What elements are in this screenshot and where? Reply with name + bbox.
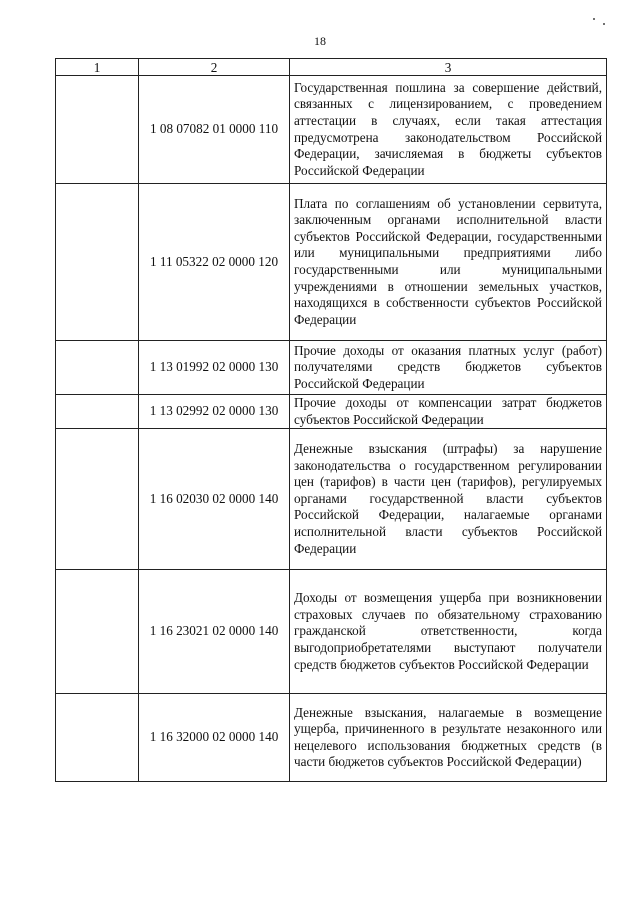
table-row — [56, 570, 607, 694]
budget-code-cell: 1 16 32000 02 0000 140 — [139, 694, 290, 782]
column-1-cell — [56, 570, 139, 694]
table-row — [56, 341, 607, 395]
table-row — [56, 184, 607, 341]
column-1-cell — [56, 76, 139, 184]
page-number: 18 — [314, 34, 326, 48]
header-row — [56, 59, 607, 76]
income-description-cell: Прочие доходы от компенсации затрат бюджетов субъектов Российской Федерации — [290, 395, 607, 429]
income-description-cell: Доходы от возмещения ущерба при возникновении страховых случаев по обязательному страхованию гражданской ответственности, когда выгодоприобретателями выступают получатели средств бюджетов субъектов Российской Федерации — [290, 570, 607, 694]
scan-speck — [603, 23, 605, 25]
income-description-cell: Прочие доходы от оказания платных услуг (работ) получателями средств бюджетов субъектов Российской Федерации — [290, 341, 607, 395]
table-row — [56, 694, 607, 782]
revenue-codes-table — [55, 58, 607, 782]
income-description-cell: Денежные взыскания, налагаемые в возмещение ущерба, причиненного в результате незаконного или нецелевого использования бюджетных средств (в части бюджетов субъектов Российской Федерации) — [290, 694, 607, 782]
table-row — [56, 395, 607, 429]
column-1-cell — [56, 184, 139, 341]
budget-code-cell: 1 13 02992 02 0000 130 — [139, 395, 290, 429]
table-row — [56, 429, 607, 570]
income-description-cell: Денежные взыскания (штрафы) за нарушение законодательства о государственном регулировании цен (тарифов) в части цен (тарифов), регулируемых органами государственной власти субъектов Российской Федерации, налагаемые органами исполнительной власти субъектов Российской Федерации — [290, 429, 607, 570]
column-1-cell — [56, 429, 139, 570]
scan-speck — [593, 18, 595, 20]
column-header-2: 2 — [139, 59, 290, 76]
column-1-cell — [56, 395, 139, 429]
income-description-cell: Государственная пошлина за совершение действий, связанных с лицензированием, с проведением аттестации в случаях, если такая аттестация предусмотрена законодательством Российской Федерации, зачисляемая в бюджеты субъектов Российской Федерации — [290, 76, 607, 184]
budget-code-cell: 1 13 01992 02 0000 130 — [139, 341, 290, 395]
column-header-3: 3 — [290, 59, 607, 76]
budget-code-cell: 1 16 23021 02 0000 140 — [139, 570, 290, 694]
column-header-1: 1 — [56, 59, 139, 76]
income-description-cell: Плата по соглашениям об установлении сервитута, заключенным органами исполнительной власти субъектов Российской Федерации, государственными или муниципальными предприятиями либо государственными или муниципальными учреждениями в отношении земельных участков, находящихся в собственности субъектов Российской Федерации — [290, 184, 607, 341]
budget-code-cell: 1 11 05322 02 0000 120 — [139, 184, 290, 341]
column-1-cell — [56, 341, 139, 395]
budget-code-cell: 1 08 07082 01 0000 110 — [139, 76, 290, 184]
table-row — [56, 76, 607, 184]
budget-code-cell: 1 16 02030 02 0000 140 — [139, 429, 290, 570]
column-1-cell — [56, 694, 139, 782]
